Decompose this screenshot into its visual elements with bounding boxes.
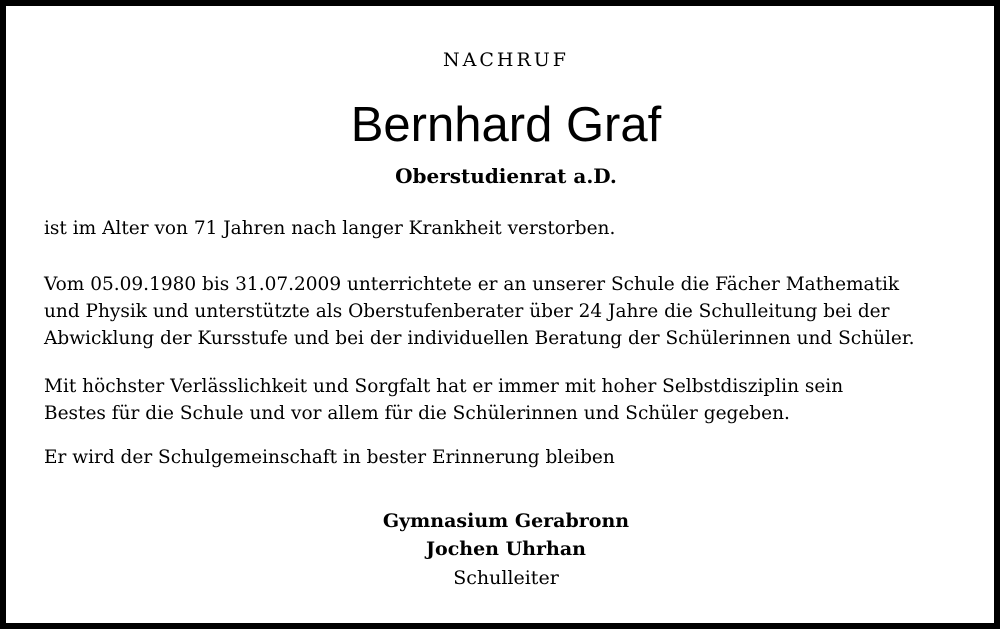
signature-role: Schulleiter xyxy=(453,567,559,589)
notice-heading: NACHRUF xyxy=(443,49,569,71)
paragraph-line: ist im Alter von 71 Jahren nach langer Krankheit verstorben. xyxy=(44,218,616,239)
paragraph-line: Abwicklung der Kursstufe und bei der individuellen Beratung der Schülerinnen und Schüler. xyxy=(44,328,915,349)
deceased-name: Bernhard Graf xyxy=(350,98,662,152)
paragraph-death xyxy=(44,215,974,242)
signature-person: Jochen Uhrhan xyxy=(426,538,586,560)
signature-organization: Gymnasium Gerabronn xyxy=(382,510,630,532)
paragraph-career xyxy=(44,271,974,352)
paragraph-line: Vom 05.09.1980 bis 31.07.2009 unterrichtete er an unserer Schule die Fächer Mathematik xyxy=(44,274,900,295)
deceased-title: Oberstudienrat a.D. xyxy=(395,164,617,188)
paragraph-line: Mit höchster Verlässlichkeit und Sorgfalt hat er immer mit hoher Selbstdisziplin sein xyxy=(44,376,844,397)
paragraph-line: Er wird der Schulgemeinschaft in bester Erinnerung bleiben xyxy=(44,447,615,468)
paragraph-remembrance xyxy=(44,444,974,471)
paragraph-line: und Physik und unterstützte als Oberstufenberater über 24 Jahre die Schulleitung bei der xyxy=(44,301,890,322)
paragraph-tribute xyxy=(44,373,974,427)
paragraph-line: Bestes für die Schule und vor allem für die Schülerinnen und Schüler gegeben. xyxy=(44,403,790,424)
